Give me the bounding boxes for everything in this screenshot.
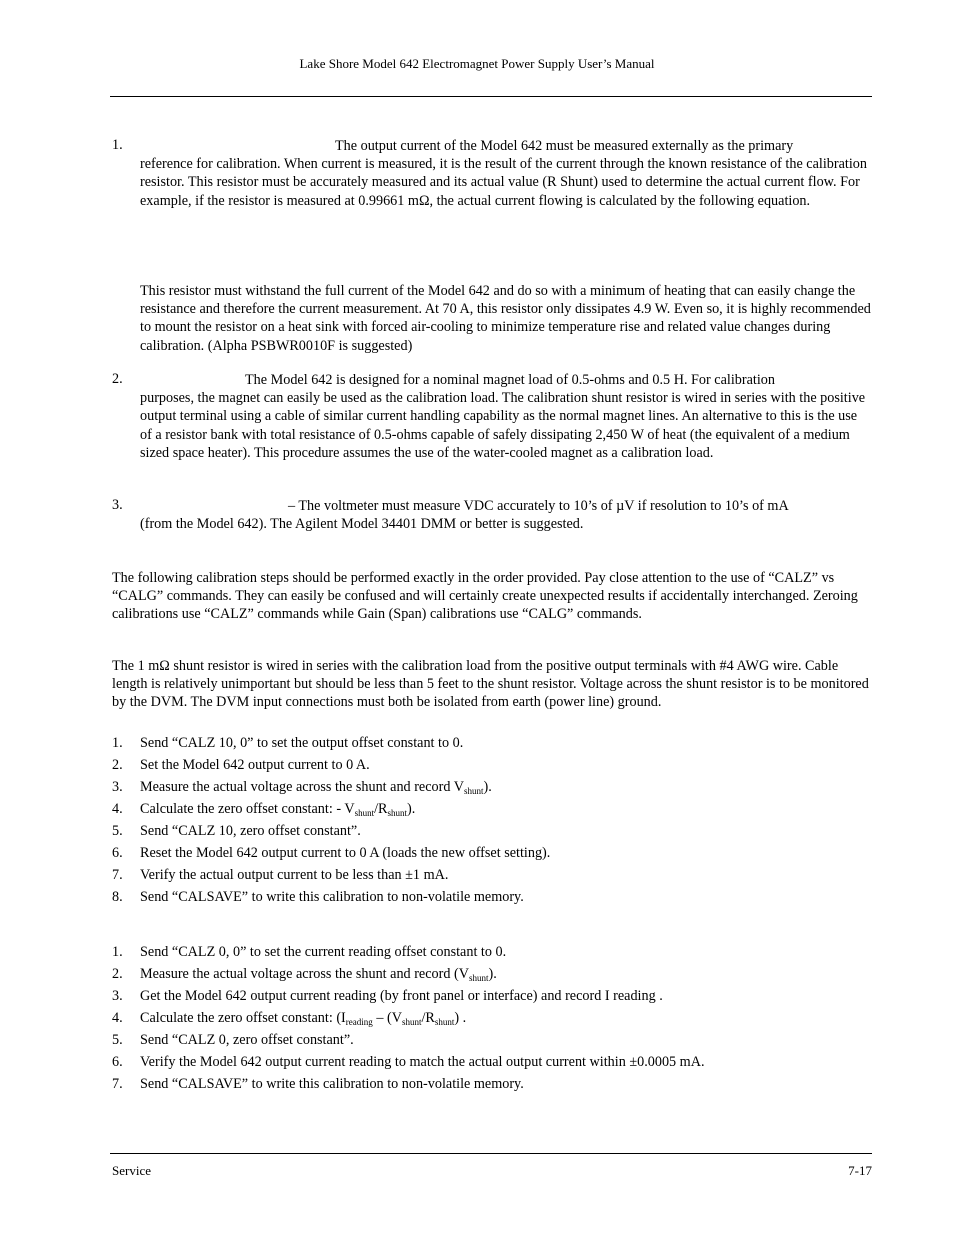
text-fragment: Set the Model 642 output current to 0 A. <box>140 757 370 773</box>
text-fragment: ). <box>407 801 416 817</box>
equipment-item-load <box>140 371 872 462</box>
text-fragment: 3. <box>112 988 123 1004</box>
paragraph-first-line: The output current of the Model 642 must be measured externally as the primary <box>335 138 794 154</box>
text-fragment: ) . <box>454 1010 467 1026</box>
text-fragment: shunt <box>354 808 375 818</box>
text-fragment: 8. <box>112 889 123 905</box>
text-fragment: Measure the actual voltage across the shunt and record (V <box>140 966 469 982</box>
text-fragment: 5. <box>112 1032 123 1048</box>
list-item <box>112 1053 872 1075</box>
text-fragment: 5. <box>112 823 123 839</box>
footer-rule <box>110 1153 872 1154</box>
text-fragment: 2. <box>112 966 123 982</box>
text-fragment: shunt <box>401 1017 422 1027</box>
text-fragment: 4. <box>112 1010 123 1026</box>
text-fragment: Send “CALSAVE” to write this calibration to non-volatile memory. <box>140 889 524 905</box>
text-fragment: shunt <box>387 808 408 818</box>
text-fragment: Measure the actual voltage across the shunt and record V <box>140 779 464 795</box>
text-fragment: Send “CALZ 10, zero offset constant”. <box>140 823 361 839</box>
list-item <box>112 734 872 756</box>
list-number: 1. <box>112 137 123 153</box>
paragraph-first-line: – The voltmeter must measure VDC accurately to 10’s of µV if resolution to 10’s of mA <box>288 498 789 514</box>
text-fragment: Send “CALZ 0, zero offset constant”. <box>140 1032 354 1048</box>
reading-offset-procedure <box>112 943 872 1097</box>
running-header: Lake Shore Model 642 Electromagnet Power Supply User’s Manual <box>299 56 655 71</box>
list-number: 3. <box>112 497 123 513</box>
paragraph-body: reference for calibration. When current is measured, it is the result of the current through the known resistance of the calibration resistor. This resistor must be accurately measured and its actual value (R Shunt) used to determine the actual current flow. For example, if the resistor is measured at 0.99661 mΩ, the actual current flowing is calculated by the following equation. <box>140 156 867 209</box>
text-fragment: Send “CALSAVE” to write this calibration to non-volatile memory. <box>140 1076 524 1092</box>
text-fragment: Calculate the zero offset constant: (I <box>140 1010 346 1026</box>
paragraph-body: purposes, the magnet can easily be used as the calibration load. The calibration shunt resistor is wired in series with the positive output terminal using a cable of similar current handling capability as the normal magnet lines. An alternative to this is the use of a resistor bank with total resistance of 0.5-ohms capable of safely dissipating 2,450 W of heat (the equivalent of a medium sized space heater). This procedure assumes the use of the water-cooled magnet as a calibration load. <box>140 390 866 461</box>
text-fragment: Verify the actual output current to be less than ±1 mA. <box>140 867 449 883</box>
list-item <box>112 987 872 1009</box>
list-item <box>112 844 872 866</box>
list-item <box>112 800 872 822</box>
text-fragment: 1. <box>112 735 123 751</box>
header-rule <box>110 96 872 97</box>
text-fragment: 4. <box>112 801 123 817</box>
list-item <box>112 1031 872 1053</box>
list-item <box>112 866 872 888</box>
text-fragment: 7. <box>112 1076 123 1092</box>
text-fragment: ). <box>488 966 497 982</box>
list-item <box>112 1009 872 1031</box>
paragraph-first-line: The Model 642 is designed for a nominal magnet load of 0.5-ohms and 0.5 H. For calibration <box>245 372 775 388</box>
setup-paragraph: The 1 mΩ shunt resistor is wired in series with the calibration load from the positive output terminals with #4 AWG wire. Cable length is relatively unimportant but should be less than 5 feet to the shunt resistor. Voltage across the shunt resistor is to be monitored by the DVM. The DVM input connections must both be isolated from earth (power line) ground. <box>112 658 869 711</box>
text-fragment: Get the Model 642 output current reading (by front panel or interface) and record I reading . <box>140 988 663 1004</box>
text-fragment: shunt <box>463 786 484 796</box>
list-item <box>112 888 872 910</box>
text-fragment: Calculate the zero offset constant: - V <box>140 801 355 817</box>
text-fragment: 1. <box>112 944 123 960</box>
list-item <box>112 778 872 800</box>
text-fragment: shunt <box>434 1017 455 1027</box>
text-fragment: reading <box>345 1017 373 1027</box>
list-item <box>112 1075 872 1097</box>
paragraph-body: (from the Model 642). The Agilent Model 34401 DMM or better is suggested. <box>140 516 584 533</box>
text-fragment: /R <box>374 801 388 817</box>
text-fragment: Send “CALZ 10, 0” to set the output offset constant to 0. <box>140 735 464 751</box>
text-fragment: ). <box>483 779 492 795</box>
text-fragment: /R <box>421 1010 435 1026</box>
shunt-heating-paragraph: This resistor must withstand the full current of the Model 642 and do so with a minimum of heating that can easily change the resistance and therefore the current measurement. At 70 A, this resistor only dissipates 4.9 W. Even so, it is highly recommended to mount the resistor on a heat sink with forced air-cooling to minimize temperature rise and related value changes during calibration. (Alpha PSBWR0010F is suggested) <box>140 283 871 354</box>
text-fragment: 6. <box>112 845 123 861</box>
list-item <box>112 822 872 844</box>
equipment-item-shunt <box>140 137 872 210</box>
list-item <box>112 965 872 987</box>
footer-section: Service <box>112 1163 151 1178</box>
equipment-item-dvm <box>140 497 872 533</box>
page-number: 7-17 <box>848 1163 872 1178</box>
text-fragment: 6. <box>112 1054 123 1070</box>
text-fragment: Verify the Model 642 output current reading to match the actual output current within ±0.0005 mA. <box>140 1054 705 1070</box>
list-number: 2. <box>112 371 123 387</box>
list-item <box>112 943 872 965</box>
text-fragment: – (V <box>372 1010 402 1026</box>
text-fragment: Send “CALZ 0, 0” to set the current reading offset constant to 0. <box>140 944 507 960</box>
text-fragment: Reset the Model 642 output current to 0 A (loads the new offset setting). <box>140 845 551 861</box>
intro-paragraph: The following calibration steps should be performed exactly in the order provided. Pay close attention to the use of “CALZ” vs “CALG” commands. They can easily be confused and will certainly create unexpected results if accidentally interchanged. Zeroing calibrations use “CALZ” commands while Gain (Span) calibrations use “CALG” commands. <box>112 570 858 623</box>
text-fragment: 7. <box>112 867 123 883</box>
text-fragment: 2. <box>112 757 123 773</box>
text-fragment: 3. <box>112 779 123 795</box>
output-offset-procedure <box>112 734 872 910</box>
text-fragment: shunt <box>468 973 489 983</box>
list-item <box>112 756 872 778</box>
